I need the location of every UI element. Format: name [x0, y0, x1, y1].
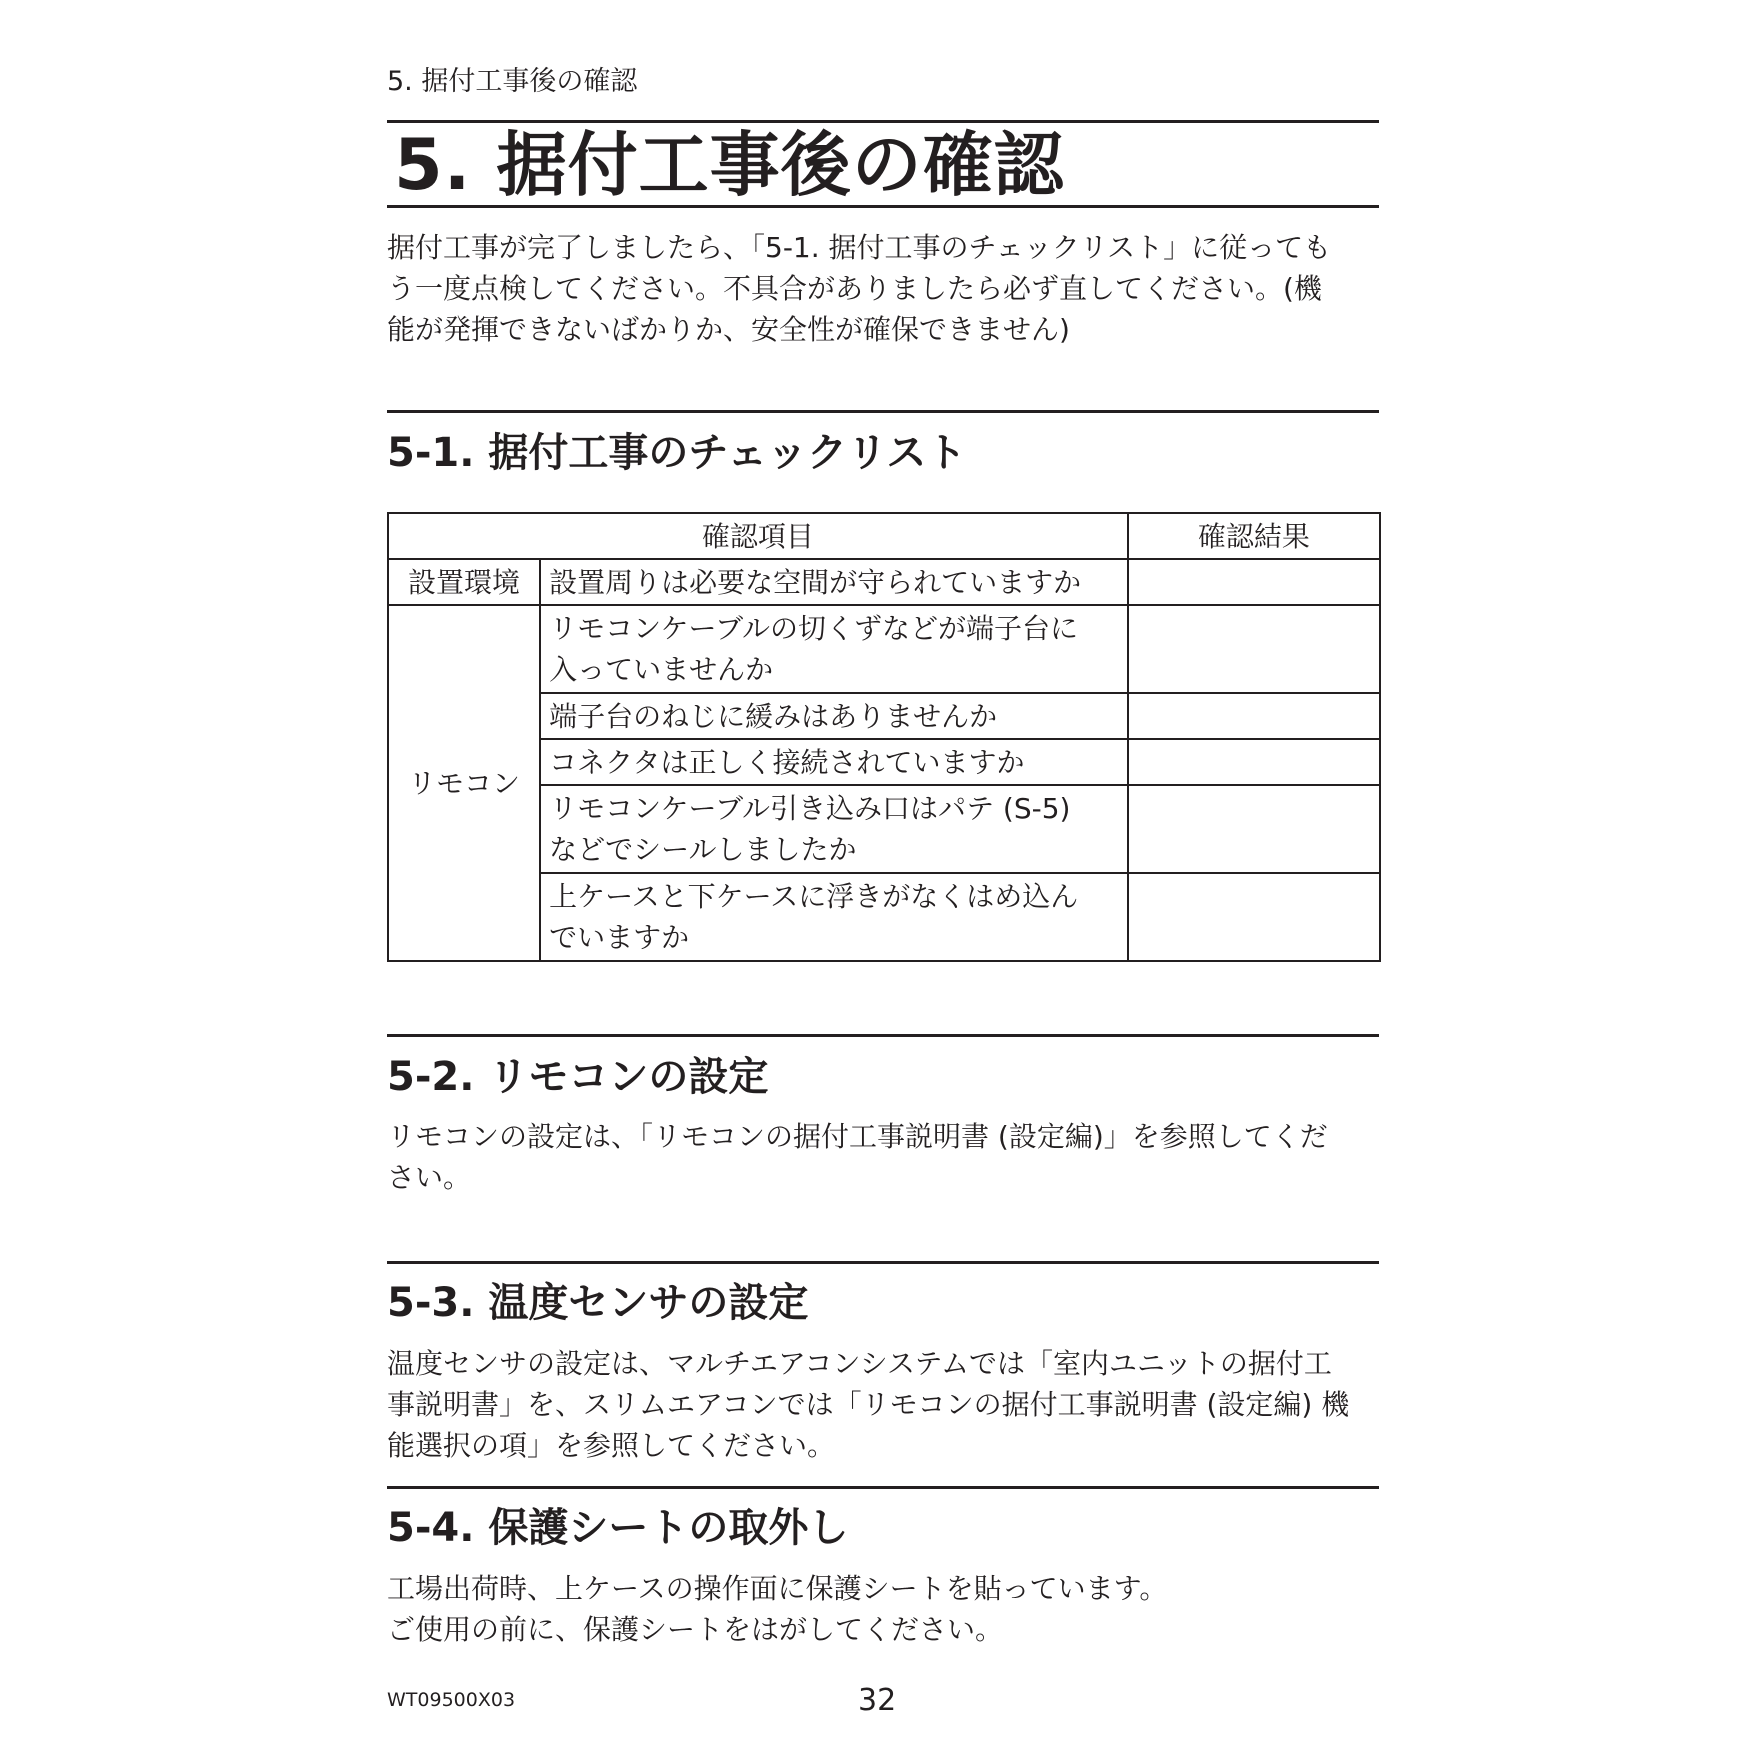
result-cell	[1128, 785, 1380, 873]
result-cell	[1128, 873, 1380, 961]
check-item	[540, 739, 1128, 785]
section-1-rule	[387, 410, 1379, 413]
section-2-title: 5-2. リモコンの設定	[387, 1054, 769, 1100]
section-3-line: 温度センサの設定は、マルチエアコンシステムでは「室内ユニットの据付工	[387, 1347, 1332, 1380]
check-item-text: リモコンケーブルの切くずなどが端子台に	[549, 612, 1079, 645]
checklist-table	[387, 512, 1381, 962]
table-row	[388, 559, 1380, 605]
section-1-title: 5-1. 据付工事のチェックリスト	[387, 430, 967, 476]
running-header: 5. 据付工事後の確認	[387, 66, 638, 97]
section-2-rule	[387, 1034, 1379, 1037]
header-check-item: 確認項目	[388, 513, 1128, 559]
result-cell	[1128, 559, 1380, 605]
page-number: 32	[858, 1683, 897, 1718]
header-check-result: 確認結果	[1128, 513, 1380, 559]
page-title: 5. 据付工事後の確認	[394, 124, 1065, 206]
category-env: 設置環境	[388, 559, 540, 605]
section-3-paragraph	[387, 1343, 1379, 1466]
result-cell	[1128, 605, 1380, 693]
intro-line: う一度点検してください。不具合がありましたら必ず直してください。(機	[387, 272, 1322, 305]
result-cell	[1128, 693, 1380, 739]
check-item	[540, 605, 1128, 693]
check-item-text: 入っていませんか	[549, 653, 774, 686]
check-item	[540, 873, 1128, 961]
result-cell	[1128, 739, 1380, 785]
check-item	[540, 693, 1128, 739]
section-4-line: 工場出荷時、上ケースの操作面に保護シートを貼っています。	[387, 1572, 1168, 1605]
check-item-text: 端子台のねじに緩みはありませんか	[549, 699, 998, 733]
section-4-rule	[387, 1486, 1379, 1489]
section-4-title: 5-4. 保護シートの取外し	[387, 1505, 849, 1551]
section-2-line: リモコンの設定は、「リモコンの据付工事説明書 (設定編)」を参照してくだ	[387, 1120, 1328, 1153]
section-2-line: さい。	[387, 1161, 472, 1194]
category-remote: リモコン	[388, 605, 540, 961]
check-item	[540, 785, 1128, 873]
check-item-text: コネクタは正しく接続されていますか	[549, 745, 1025, 779]
check-item-text: でいますか	[549, 921, 690, 954]
section-3-rule	[387, 1261, 1379, 1264]
table-row	[388, 605, 1380, 693]
check-item-text: などでシールしましたか	[549, 833, 857, 866]
check-item-text: リモコンケーブル引き込み口はパテ (S-5)	[549, 792, 1071, 825]
intro-paragraph	[387, 227, 1379, 350]
section-2-paragraph	[387, 1116, 1379, 1198]
intro-line: 能が発揮できないばかりか、安全性が確保できません)	[387, 313, 1070, 346]
check-item	[540, 559, 1128, 605]
table-header-row	[388, 513, 1380, 559]
intro-line: 据付工事が完了しましたら、「5-1. 据付工事のチェックリスト」に従っても	[387, 231, 1332, 264]
check-item-text: 上ケースと下ケースに浮きがなくはめ込ん	[549, 880, 1079, 913]
section-4-paragraph	[387, 1568, 1379, 1650]
section-3-line: 事説明書」を、スリムエアコンでは「リモコンの据付工事説明書 (設定編) 機	[387, 1388, 1350, 1421]
section-4-line: ご使用の前に、保護シートをはがしてください。	[387, 1613, 1004, 1646]
check-item-text: 設置周りは必要な空間が守られていますか	[549, 565, 1082, 599]
section-3-title: 5-3. 温度センサの設定	[387, 1280, 809, 1326]
title-bottom-rule	[387, 205, 1379, 208]
document-id: WT09500X03	[387, 1689, 516, 1711]
section-3-line: 能選択の項」を参照してください。	[387, 1429, 836, 1462]
